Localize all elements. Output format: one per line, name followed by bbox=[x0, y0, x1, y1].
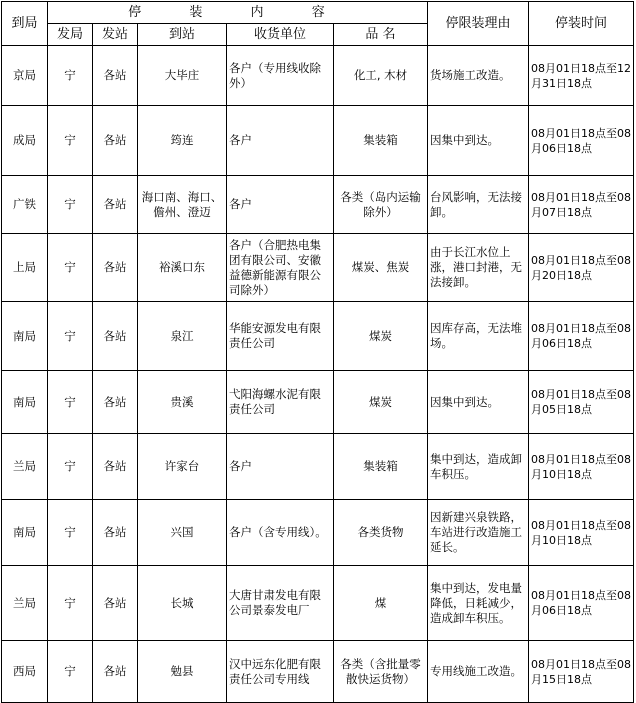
header-consignee: 收货单位 bbox=[227, 24, 334, 46]
arrival-bureau-cell: 南局 bbox=[2, 500, 48, 566]
stop-time-cell: 08月01日18点至08月07日18点 bbox=[529, 176, 634, 234]
header-stop-time: 停装时间 bbox=[529, 2, 634, 46]
goods-name-cell: 煤炭 bbox=[334, 371, 428, 434]
consignee-cell: 汉中远东化肥有限责任公司专用线 bbox=[227, 641, 334, 703]
origin-bureau-cell: 宁 bbox=[48, 500, 93, 566]
goods-name-cell: 各类（含批量零散快运货物） bbox=[334, 641, 428, 703]
origin-bureau-cell: 宁 bbox=[48, 302, 93, 371]
reason-cell: 台风影响，无法接卸。 bbox=[428, 176, 529, 234]
header-arrival-bureau: 到局 bbox=[2, 2, 48, 46]
header-stoppage-content: 停 装 内 容 bbox=[48, 2, 428, 24]
header-destination-station: 到站 bbox=[138, 24, 227, 46]
arrival-bureau-cell: 广铁 bbox=[2, 176, 48, 234]
stop-time-cell: 08月01日18点至08月05日18点 bbox=[529, 371, 634, 434]
consignee-cell: 华能安源发电有限责任公司 bbox=[227, 302, 334, 371]
consignee-cell: 弋阳海螺水泥有限责任公司 bbox=[227, 371, 334, 434]
arrival-bureau-cell: 西局 bbox=[2, 641, 48, 703]
header-origin-station: 发站 bbox=[93, 24, 138, 46]
table-row bbox=[2, 566, 634, 641]
origin-bureau-cell: 宁 bbox=[48, 176, 93, 234]
table-row bbox=[2, 176, 634, 234]
origin-station-cell: 各站 bbox=[93, 566, 138, 641]
consignee-cell: 各户（含专用线）。 bbox=[227, 500, 334, 566]
destination-station-cell: 裕溪口东 bbox=[138, 234, 227, 302]
origin-station-cell: 各站 bbox=[93, 176, 138, 234]
goods-name-cell: 化工, 木材 bbox=[334, 46, 428, 106]
destination-station-cell: 许家台 bbox=[138, 434, 227, 500]
stop-time-cell: 08月01日18点至08月06日18点 bbox=[529, 566, 634, 641]
origin-station-cell: 各站 bbox=[93, 641, 138, 703]
consignee-cell: 各户 bbox=[227, 176, 334, 234]
origin-station-cell: 各站 bbox=[93, 500, 138, 566]
stop-time-cell: 08月01日18点至12月31日18点 bbox=[529, 46, 634, 106]
header-goods-name: 品 名 bbox=[334, 24, 428, 46]
destination-station-cell: 泉江 bbox=[138, 302, 227, 371]
table-row bbox=[2, 434, 634, 500]
destination-station-cell: 海口南、海口、儋州、澄迈 bbox=[138, 176, 227, 234]
goods-name-cell: 集装箱 bbox=[334, 106, 428, 176]
goods-name-cell: 各类货物 bbox=[334, 500, 428, 566]
table-row bbox=[2, 106, 634, 176]
table-row bbox=[2, 641, 634, 703]
origin-station-cell: 各站 bbox=[93, 371, 138, 434]
destination-station-cell: 大毕庄 bbox=[138, 46, 227, 106]
table-row bbox=[2, 234, 634, 302]
origin-station-cell: 各站 bbox=[93, 106, 138, 176]
stoppage-table bbox=[1, 1, 634, 703]
origin-bureau-cell: 宁 bbox=[48, 46, 93, 106]
stop-time-cell: 08月01日18点至08月15日18点 bbox=[529, 641, 634, 703]
table-row bbox=[2, 500, 634, 566]
reason-cell: 因集中到达。 bbox=[428, 106, 529, 176]
origin-station-cell: 各站 bbox=[93, 434, 138, 500]
reason-cell: 集中到达，造成卸车积压。 bbox=[428, 434, 529, 500]
reason-cell: 集中到达，发电量降低，日耗减少，造成卸车积压。 bbox=[428, 566, 529, 641]
origin-bureau-cell: 宁 bbox=[48, 106, 93, 176]
goods-name-cell: 各类（岛内运输除外） bbox=[334, 176, 428, 234]
arrival-bureau-cell: 南局 bbox=[2, 302, 48, 371]
stop-time-cell: 08月01日18点至08月06日18点 bbox=[529, 302, 634, 371]
origin-station-cell: 各站 bbox=[93, 234, 138, 302]
stop-time-cell: 08月01日18点至08月06日18点 bbox=[529, 106, 634, 176]
goods-name-cell: 煤炭、焦炭 bbox=[334, 234, 428, 302]
origin-station-cell: 各站 bbox=[93, 46, 138, 106]
stop-time-cell: 08月01日18点至08月10日18点 bbox=[529, 500, 634, 566]
table-row bbox=[2, 371, 634, 434]
arrival-bureau-cell: 兰局 bbox=[2, 434, 48, 500]
arrival-bureau-cell: 兰局 bbox=[2, 566, 48, 641]
origin-station-cell: 各站 bbox=[93, 302, 138, 371]
destination-station-cell: 勉县 bbox=[138, 641, 227, 703]
header-origin-bureau: 发局 bbox=[48, 24, 93, 46]
reason-cell: 因库存高，无法堆场。 bbox=[428, 302, 529, 371]
destination-station-cell: 贵溪 bbox=[138, 371, 227, 434]
consignee-cell: 各户（专用线收除外） bbox=[227, 46, 334, 106]
header-reason: 停限装理由 bbox=[428, 2, 529, 46]
goods-name-cell: 集装箱 bbox=[334, 434, 428, 500]
origin-bureau-cell: 宁 bbox=[48, 371, 93, 434]
origin-bureau-cell: 宁 bbox=[48, 234, 93, 302]
destination-station-cell: 长城 bbox=[138, 566, 227, 641]
consignee-cell: 各户 bbox=[227, 434, 334, 500]
table-row bbox=[2, 302, 634, 371]
reason-cell: 由于长江水位上涨，港口封港，无法接卸。 bbox=[428, 234, 529, 302]
arrival-bureau-cell: 上局 bbox=[2, 234, 48, 302]
arrival-bureau-cell: 成局 bbox=[2, 106, 48, 176]
consignee-cell: 各户（合肥热电集团有限公司、安徽益德新能源有限公司除外） bbox=[227, 234, 334, 302]
reason-cell: 因集中到达。 bbox=[428, 371, 529, 434]
table-row bbox=[2, 46, 634, 106]
origin-bureau-cell: 宁 bbox=[48, 566, 93, 641]
consignee-cell: 各户 bbox=[227, 106, 334, 176]
destination-station-cell: 兴国 bbox=[138, 500, 227, 566]
goods-name-cell: 煤 bbox=[334, 566, 428, 641]
stop-time-cell: 08月01日18点至08月10日18点 bbox=[529, 434, 634, 500]
goods-name-cell: 煤炭 bbox=[334, 302, 428, 371]
origin-bureau-cell: 宁 bbox=[48, 641, 93, 703]
reason-cell: 专用线施工改造。 bbox=[428, 641, 529, 703]
destination-station-cell: 筠连 bbox=[138, 106, 227, 176]
arrival-bureau-cell: 南局 bbox=[2, 371, 48, 434]
arrival-bureau-cell: 京局 bbox=[2, 46, 48, 106]
reason-cell: 因新建兴泉铁路，车站进行改造施工延长。 bbox=[428, 500, 529, 566]
reason-cell: 货场施工改造。 bbox=[428, 46, 529, 106]
consignee-cell: 大唐甘肃发电有限公司景泰发电厂 bbox=[227, 566, 334, 641]
origin-bureau-cell: 宁 bbox=[48, 434, 93, 500]
stop-time-cell: 08月01日18点至08月20日18点 bbox=[529, 234, 634, 302]
